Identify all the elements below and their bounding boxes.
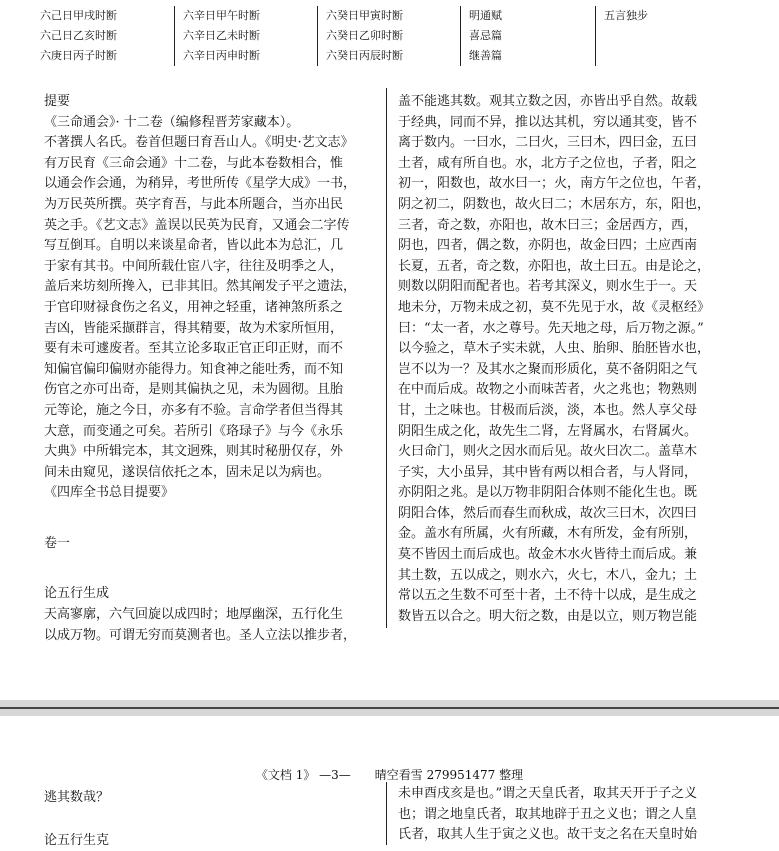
text-line: 吉凶，皆能采撷群言，得其精要，故为术家所恒用， — [44, 320, 344, 336]
text-line: 初一，阳数也，故水曰一；火，南方午之位也，午者， — [398, 176, 711, 192]
text-line: 甘，土之味也。甘极而后淡，淡，本也。然人享父母 — [398, 402, 698, 418]
left-text-column — [44, 92, 370, 646]
volume-heading: 卷一 — [44, 535, 71, 551]
spacer — [44, 554, 370, 584]
text-line: 要有未可遽废者。至其立论多取正官正印正财，而不 — [44, 341, 344, 357]
toc-item[interactable]: 六己日乙亥时断 — [40, 29, 117, 42]
spacer — [44, 809, 370, 831]
text-line: 土者，咸有所自也。水，北方子之位也，子者，阳之 — [398, 155, 698, 171]
text-line: 于经典，同而不异，推以达其机，穷以通其变，皆不 — [398, 114, 698, 130]
source-citation: 《四库全书总目提要》 — [44, 485, 175, 501]
text-line: 氏者，取其人生于寅之义也。故干支之名在天皇时始 — [398, 827, 698, 843]
text-line: 以今验之，草木子实未就，人虫、胎卵、胎胚皆水也， — [398, 341, 711, 357]
lower-page — [0, 716, 779, 848]
text-line: 元等论，施之今日，亦多有不验。言命学者但当得其 — [44, 402, 344, 418]
text-line: 在中而后成。故物之小而味苦者，火之兆也；物熟则 — [398, 382, 698, 398]
text-line: 英之手。《艺文志》盖误以民英为民育，又通会二字传 — [44, 217, 350, 233]
toc-item[interactable]: 喜忌篇 — [469, 29, 502, 42]
text-line: 间未由窥见，遂误信依托之本，固未足以为病也。 — [44, 464, 331, 480]
right-text-column — [398, 92, 728, 627]
bottom-left-column — [44, 788, 370, 851]
text-line: 阴阳生成之化，故先生二肾，左肾属水，右肾属火。 — [398, 423, 698, 439]
text-line: 数皆五以合之。明大衍之数，由是以立，则万物岂能 — [398, 608, 698, 624]
toc-item[interactable]: 五言独步 — [604, 9, 648, 22]
toc-item[interactable]: 六辛日乙未时断 — [183, 29, 260, 42]
column-divider — [386, 782, 387, 845]
text-line: 逃其数哉？ — [44, 790, 110, 805]
text-line: 未申酉戌亥是也。”谓之天皇氏者，取其天开于子之义 — [398, 786, 698, 801]
toc-item[interactable]: 六癸日甲寅时断 — [326, 9, 403, 22]
text-line: 阴也，四者，偶之数，亦阴也，故金曰四；土应西南 — [398, 238, 698, 254]
column-divider — [386, 88, 387, 628]
toc-table — [40, 6, 704, 66]
text-line: 伤官之亦可出奇，是则其偏执之见，未为圆彻。且胎 — [44, 382, 344, 398]
text-line: 曰：“太一者，水之尊号。先天地之母，后万物之源。” — [398, 320, 704, 336]
toc-item[interactable]: 六辛日甲午时断 — [183, 9, 260, 22]
text-line: 有万民育《三命会通》十二卷，与此本卷数相合，惟 — [44, 155, 344, 171]
text-line: 写互倒耳。自明以来谈星命者，皆以此本为总汇，几 — [44, 238, 344, 254]
text-line: 阴阳合体，然后而春生而秋成，故次三曰木，次四曰 — [398, 505, 698, 521]
toc-column-5 — [596, 6, 704, 66]
toc-item[interactable]: 六己日甲戌时断 — [40, 9, 117, 22]
text-line: 金。盖水有所属，火有所藏，木有所发，金有所别， — [398, 526, 698, 542]
text-line: 天高寥廓，六气回旋以成四时；地厚幽深，五行化生 — [44, 607, 344, 623]
text-line: 三者，奇之数，亦阳也，故木曰三；金居西方，西， — [398, 217, 698, 233]
text-line: 大典》中所辑完本，其文迥殊，则其时秘册仅存，外 — [44, 444, 344, 460]
page-footer: 《文档 1》 —3— 晴空看雪 279951477 整理 — [255, 768, 524, 782]
text-line: 以通会作会通，为稍异，考世所传《星学大成》一书， — [44, 176, 357, 192]
text-line: 于官印财禄食伤之名义，用神之轻重，诸神煞所系之 — [44, 299, 344, 315]
text-line: 于家有其书。中间所载仕宦八字，往往及明季之人， — [44, 258, 344, 274]
text-line: 子实，大小虽异，其中皆有两以相合者，与人肾同， — [398, 464, 698, 480]
toc-column-3 — [318, 6, 461, 66]
toc-item[interactable]: 明通赋 — [469, 9, 502, 22]
toc-column-4 — [461, 6, 596, 66]
text-line: 火曰命门，则火之因水而后见。故火曰次二。盖草木 — [398, 444, 698, 460]
text-line: 长夏，五者，奇之数，亦阳也，故土曰五。由是论之， — [398, 258, 711, 274]
toc-item[interactable]: 六癸日丙辰时断 — [326, 49, 403, 62]
text-line: 盖不能逃其数。观其立数之因，亦皆出乎自然。故载 — [398, 94, 698, 109]
text-line: 亦阴阳之兆。是以万物非阴阳合体则不能化生也。既 — [398, 485, 698, 501]
text-line: 以成万物。可谓无穷而莫测者也。圣人立法以推步者， — [44, 627, 357, 643]
text-line: 则数以阴阳而配者也。若考其深义，则水生于一。天 — [398, 279, 698, 295]
bottom-right-column — [398, 784, 728, 846]
text-line: 地未分，万物未成之初，莫不先见于水，故《灵枢经》 — [398, 299, 711, 315]
section-title: 论五行生成 — [44, 586, 110, 602]
toc-item[interactable]: 六辛日丙申时断 — [183, 49, 260, 62]
section-title: 论五行生克 — [44, 832, 110, 848]
text-line: 盖后来坊刻所搀入，已非其旧。然其阐发子平之遗法， — [44, 279, 357, 295]
text-line: 为万民英所撰。英字育吾，与此本所题合，当亦出民 — [44, 196, 344, 212]
text-line: 不著撰人名氏。卷首但题曰育吾山人。《明史·艺文志》 — [44, 135, 354, 151]
toc-item[interactable]: 六庚日丙子时断 — [40, 49, 117, 62]
text-line: 大意，而变通之可矣。若所引《珞琭子》与今《永乐 — [44, 423, 344, 439]
text-line: 其土数，五以成之，则水六，火七，木八，金九；土 — [398, 567, 698, 583]
text-line: 离于数内。一曰水，二曰火，三曰木，四曰金，五曰 — [398, 135, 698, 151]
text-line: 也；谓之地皇氏者，取其地辟于丑之义也；谓之人皇 — [398, 806, 698, 822]
toc-column-2 — [175, 6, 318, 66]
text-line: 《三命通会》· 十二卷（编修程晋芳家藏本）。 — [44, 114, 300, 130]
text-line: 阴之初二，阴数也，故火曰二；木居东方，东，阳也， — [398, 196, 711, 212]
page-break-line — [0, 707, 779, 709]
text-line: 岂不以为一？及其水之聚而形质化，莫不备阴阳之气 — [398, 361, 698, 377]
toc-column-1 — [40, 6, 175, 66]
text-line: 莫不皆因土而后成也。故金木水火皆待土而后成。兼 — [398, 547, 698, 563]
text-line: 常以五之生数不可至十者，土不待十以成，是生成之 — [398, 588, 698, 604]
toc-item[interactable]: 继善篇 — [469, 49, 502, 62]
heading-tiyao: 提要 — [44, 94, 71, 109]
spacer — [44, 504, 370, 534]
text-line: 知偏官偏印偏财亦能得力。知食神之能吐秀，而不知 — [44, 361, 344, 377]
toc-item[interactable]: 六癸日乙卯时断 — [326, 29, 403, 42]
